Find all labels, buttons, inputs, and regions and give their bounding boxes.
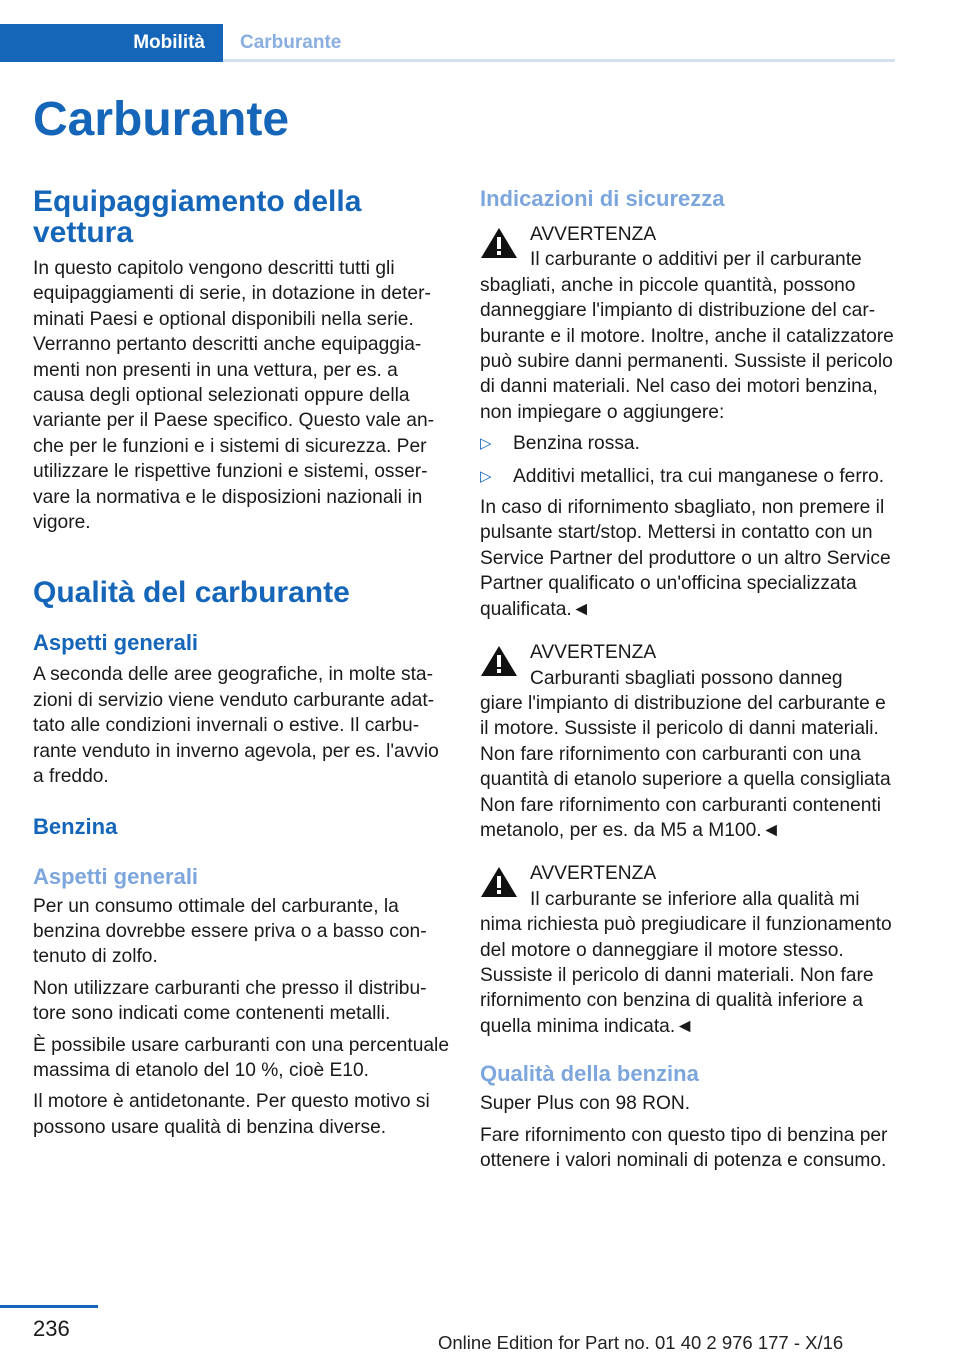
warning-block-2	[480, 640, 896, 843]
header-rule	[223, 59, 895, 62]
petrol-p4: Il motore è antidetonante. Per questo motivo si possono usare qualità di benzina diverse.	[33, 1091, 430, 1138]
warning-2-first-line: Carburanti sbagliati possono danneg	[530, 667, 843, 689]
section-equipaggiamento-title: Equipaggiamento della vettura	[33, 185, 362, 249]
bullet-item	[480, 431, 896, 456]
warning-block-1	[480, 222, 896, 425]
page-title: Carburante	[33, 93, 290, 146]
bullet-triangle-icon: ▷	[480, 435, 492, 453]
page-number-rule	[0, 1305, 98, 1308]
bullet-text: Additivi metallici, tra cui manganese o ferro.	[513, 465, 885, 487]
warning-block-3	[480, 861, 896, 1039]
petrol-p2: Non utilizzare carburanti che presso il distributore sono indicati come contenenti metalli.	[33, 977, 427, 1025]
warning-label-3: AVVERTENZA	[530, 863, 657, 885]
warning-triangle-icon	[480, 226, 518, 260]
quality-title: Qualità della benzina	[480, 1061, 699, 1087]
tab-carburante[interactable]: Carburante	[240, 32, 342, 53]
bullet-list	[480, 431, 896, 489]
quality-p1: Super Plus con 98 RON.	[480, 1093, 691, 1115]
bullet-item	[480, 464, 896, 489]
warning-triangle-icon	[480, 865, 518, 899]
bullet-text: Benzina rossa.	[513, 433, 640, 455]
general-title: Aspetti generali	[33, 630, 199, 656]
warning-label-2: AVVERTENZA	[530, 642, 657, 664]
tab-mobilita[interactable]	[0, 24, 223, 62]
warning-2-text: giare l'impianto di distribuzione del carburante e il motore. Sussiste il pericolo di danni materiali. Non fare rifornimento con carburanti con una quantità di etanolo superiore a quella consigliata Non fare rifornimento con carburanti contenenti metanolo, per es. da M5 a M100.◄	[480, 692, 891, 841]
right-column	[480, 186, 896, 1173]
bullet-triangle-icon: ▷	[480, 467, 492, 485]
warning-1-text: sbagliati, anche in piccole quantità, possono danneggiare l'impianto di distribuzione del carburante e il motore. Inoltre, anche il catalizzatore può subire danni permanenti. Sussiste il pericolo di danni materiali. Nel caso dei motori benzina, non impiegare o aggiungere:	[480, 274, 894, 423]
petrol-title: Benzina	[33, 813, 118, 839]
page-number: 236	[33, 1316, 70, 1341]
warning-label-1: AVVERTENZA	[530, 224, 657, 245]
warning-3-text: nima richiesta può pregiudicare il funzionamento del motore o danneggiare il motore stesso. Sussiste il pericolo di danni materiali. Non fare rifornimento con benzina di qualità inferiore a quella minima indicata.◄	[480, 914, 892, 1037]
header-tabs	[0, 24, 895, 62]
edition-footer: Online Edition for Part no. 01 40 2 976 177 - X/16	[438, 1332, 844, 1353]
quality-p2: Fare rifornimento con questo tipo di benzina per ottenere i valori nominali di potenza e consumo.	[480, 1124, 888, 1171]
petrol-p3: È possibile usare carburanti con una percentuale massima di etanolo del 10 %, cioè E10.	[33, 1034, 449, 1081]
left-column	[33, 186, 449, 1140]
tab-mobilita-label: Mobilità	[133, 32, 205, 53]
petrol-p1: Per un consumo ottimale del carburante, la benzina dovrebbe essere priva o a basso contenuto di zolfo.	[33, 895, 427, 968]
general-text: A seconda delle aree geografiche, in molte stazioni di servizio viene venduto carburante adattato alle condizioni invernali o estive. Il carburante venduto in inverno agevola, per es. l'avvio a freddo.	[33, 664, 439, 788]
warning-triangle-icon	[480, 644, 518, 678]
section-equipaggiamento-text: In questo capitolo vengono descritti tutti gli equipaggiamenti di serie, in dotazione in determinati Paesi e optional disponibili nella serie. Verranno pertanto descritti anche equipaggiamenti non presenti in una vettura, per es. a causa degli optional selezionati oppure della variante per il Paese specifico. Questo vale anche per le funzioni e i sistemi di sicurezza. Per utilizzare le rispettive funzioni e sistemi, osservare la normativa e le disposizioni nazionali in vigore.	[33, 258, 435, 534]
warning-1-first-line: Il carburante o additivi per il carburante	[530, 249, 862, 271]
petrol-general-title: Aspetti generali	[33, 863, 199, 889]
section-qualita-title: Qualità del carburante	[33, 576, 350, 610]
after-bullets-text: In caso di rifornimento sbagliato, non premere il pulsante start/stop. Mettersi in contatto con un Service Partner del produttore o un altro Service Partner qualificato o un'officina specializzata qualificata.◄	[480, 497, 891, 620]
warning-3-first-line: Il carburante se inferiore alla qualità mi	[530, 888, 860, 910]
safety-title: Indicazioni di sicurezza	[480, 186, 725, 211]
